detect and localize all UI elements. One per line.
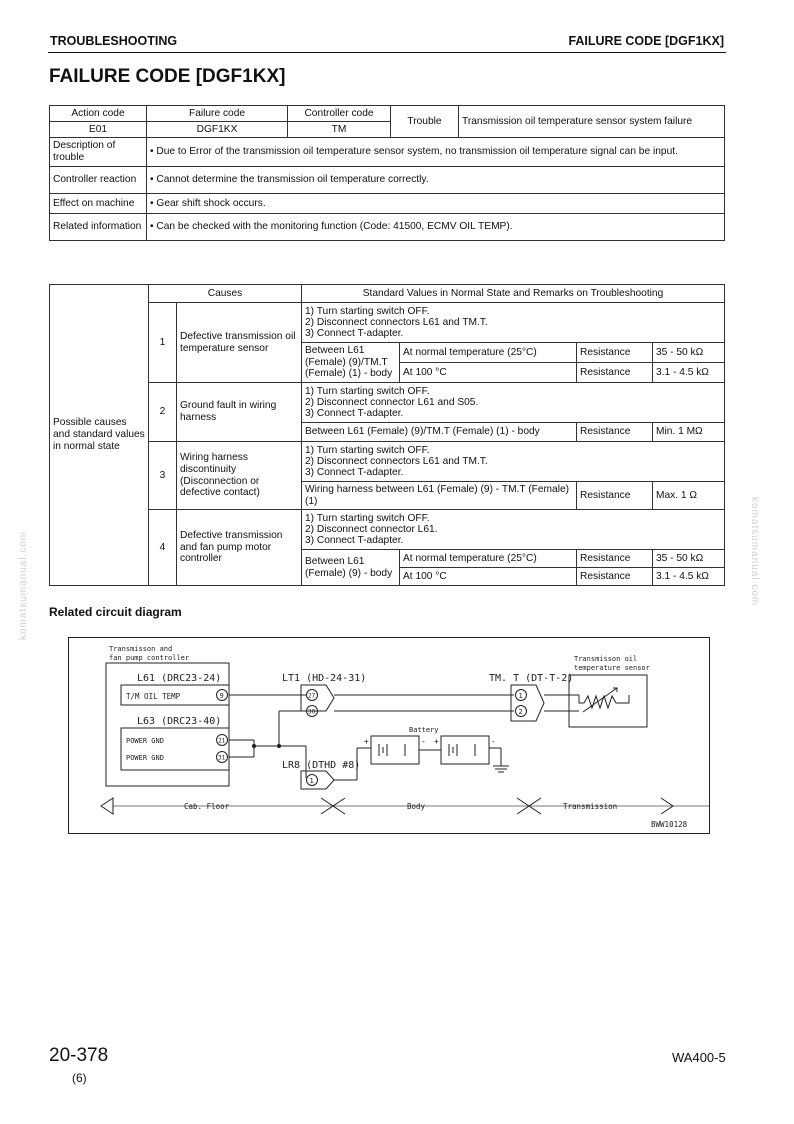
description-value: • Due to Error of the transmission oil temperature sensor system, no transmission oil temperature signal can be input. — [147, 138, 725, 167]
step: 3) Connect T-adapter. — [305, 535, 404, 547]
measure-value: 3.1 - 4.5 kΩ — [653, 568, 725, 586]
step: 3) Connect T-adapter. — [305, 467, 404, 479]
measure-value: 35 - 50 kΩ — [653, 550, 725, 568]
failure-code-label: Failure code — [147, 106, 288, 122]
running-header-left: TROUBLESHOOTING — [50, 34, 178, 48]
battery-cell-2 — [441, 736, 489, 764]
sensor-box — [569, 675, 647, 727]
cause-steps — [302, 442, 725, 482]
pin-1: 1 — [518, 692, 523, 700]
step: 3) Connect T-adapter. — [305, 408, 404, 420]
pin-2: 2 — [518, 708, 523, 716]
controller-code-label: Controller code — [288, 106, 391, 122]
step: 1) Turn starting switch OFF. — [305, 305, 430, 317]
action-code-value: E01 — [50, 122, 147, 138]
cause-name: Ground fault in wiring harness — [177, 383, 302, 442]
measure-between: Wiring harness between L61 (Female) (9) - TM.T (Female) (1) — [302, 482, 577, 510]
measure-item: Resistance — [577, 343, 653, 363]
power-gnd-1: POWER GND — [126, 737, 164, 745]
pin-21: 21 — [218, 737, 226, 745]
pin-1-lr8: 1 — [309, 777, 314, 785]
measure-between: Between L61 (Female) (9) - body — [302, 550, 400, 586]
step: 2) Disconnect connectors L61 and TM.T. — [305, 316, 488, 328]
related-info-value: • Can be checked with the monitoring function (Code: 41500, ECMV OIL TEMP). — [147, 214, 725, 241]
power-gnd-2: POWER GND — [126, 754, 164, 762]
model-code: WA400-5 — [672, 1050, 726, 1065]
controller-title-1: Transmisson and — [109, 645, 173, 653]
causes-col-header: Causes — [149, 285, 302, 303]
diagram-code: BWW10128 — [651, 820, 688, 829]
controller-title-2: fan pump controller — [109, 654, 190, 662]
pin-27: 27 — [308, 692, 316, 700]
trouble-label: Trouble — [391, 106, 459, 138]
measure-condition: At 100 °C — [400, 363, 577, 383]
causes-table — [49, 284, 725, 586]
circuit-svg — [69, 638, 709, 833]
battery-minus-icon: - — [491, 737, 496, 746]
watermark-right: komatsumanual.com — [749, 497, 760, 607]
tmt-connector — [511, 685, 544, 721]
cause-name: Defective transmission oil temperature sensor — [177, 303, 302, 383]
related-circuit-heading: Related circuit diagram — [49, 605, 182, 619]
running-header-right: FAILURE CODE [DGF1KX] — [568, 34, 724, 48]
pin-31: 31 — [218, 754, 226, 762]
battery-plus-icon: + — [434, 737, 439, 746]
cause-steps — [302, 510, 725, 550]
measure-between: Between L61 (Female) (9)/TM.T (Female) (1) - body — [302, 423, 577, 442]
controller-reaction-value: • Cannot determine the transmission oil temperature correctly. — [147, 167, 725, 194]
causes-side-label: Possible causes and standard values in normal state — [50, 285, 149, 586]
tm-oil-temp-label: T/M OIL TEMP — [126, 692, 181, 701]
step: 2) Disconnect connector L61 and S05. — [305, 396, 479, 408]
battery-cell-1 — [371, 736, 419, 764]
cause-steps — [302, 383, 725, 423]
cause-name: Wiring harness discontinuity (Disconnection or defective contact) — [177, 442, 302, 510]
header-rule — [48, 52, 726, 53]
effect-label: Effect on machine — [50, 194, 147, 214]
cause-name: Defective transmission and fan pump motor controller — [177, 510, 302, 586]
related-info-label: Related information — [50, 214, 147, 241]
sensor-title-2: temperature sensor — [574, 664, 650, 672]
measure-value: Min. 1 MΩ — [653, 423, 725, 442]
cause-number: 3 — [149, 442, 177, 510]
controller-code-value: TM — [288, 122, 391, 138]
measure-condition: At normal temperature (25°C) — [400, 550, 577, 568]
page-number: 20-378 — [49, 1045, 109, 1066]
measure-condition: At normal temperature (25°C) — [400, 343, 577, 363]
battery-plus-icon: + — [364, 737, 369, 746]
zone-arrow-left-icon — [101, 798, 113, 814]
junction-dot — [277, 744, 280, 747]
trouble-value: Transmission oil temperature sensor system failure — [459, 106, 725, 138]
failure-info-table — [49, 105, 725, 241]
sensor-title-1: Transmisson oil — [574, 655, 638, 663]
junction-dot — [252, 744, 255, 747]
pin-30: 30 — [308, 708, 316, 716]
battery-label: Battery — [409, 726, 439, 734]
tmt-connector-label: TM. T (DT-T-2) — [489, 673, 574, 684]
zone-body-label: Body — [407, 802, 426, 811]
failure-code-value: DGF1KX — [147, 122, 288, 138]
step: 1) Turn starting switch OFF. — [305, 385, 430, 397]
measure-value: 35 - 50 kΩ — [653, 343, 725, 363]
step: 3) Connect T-adapter. — [305, 328, 404, 340]
step: 1) Turn starting switch OFF. — [305, 512, 430, 524]
cause-steps — [302, 303, 725, 343]
l61-connector-label: L61 (DRC23-24) — [137, 673, 222, 684]
description-label: Description of trouble — [50, 138, 147, 167]
action-code-label: Action code — [50, 106, 147, 122]
lt1-connector — [301, 685, 334, 711]
controller-reaction-label: Controller reaction — [50, 167, 147, 194]
measure-item: Resistance — [577, 363, 653, 383]
pin-9: 9 — [219, 692, 224, 700]
page-revision: (6) — [72, 1071, 87, 1085]
lt1-connector-label: LT1 (HD-24-31) — [282, 673, 367, 684]
battery-minus-icon: - — [421, 737, 426, 746]
measure-item: Resistance — [577, 568, 653, 586]
measure-item: Resistance — [577, 482, 653, 510]
step: 2) Disconnect connector L61. — [305, 523, 438, 535]
measure-value: 3.1 - 4.5 kΩ — [653, 363, 725, 383]
watermark-left: komatsumanual.com — [18, 530, 29, 640]
cause-number: 1 — [149, 303, 177, 383]
l63-connector-label: L63 (DRC23-40) — [137, 716, 222, 727]
measure-value: Max. 1 Ω — [653, 482, 725, 510]
effect-value: • Gear shift shock occurs. — [147, 194, 725, 214]
cause-number: 2 — [149, 383, 177, 442]
standard-col-header: Standard Values in Normal State and Remarks on Troubleshooting — [302, 285, 725, 303]
step: 1) Turn starting switch OFF. — [305, 444, 430, 456]
lr8-connector-label: LR8 (DTHD #8) — [282, 760, 361, 771]
measure-item: Resistance — [577, 423, 653, 442]
measure-between: Between L61 (Female) (9)/TM.T (Female) (1) - body — [302, 343, 400, 383]
zone-cab-label: Cab. Floor — [184, 802, 230, 811]
step: 2) Disconnect connectors L61 and TM.T. — [305, 455, 488, 467]
l63-connector — [121, 728, 229, 770]
measure-item: Resistance — [577, 550, 653, 568]
zone-transmission-label: Transmission — [563, 802, 618, 811]
page-title: FAILURE CODE [DGF1KX] — [49, 66, 286, 87]
cause-number: 4 — [149, 510, 177, 586]
measure-condition: At 100 °C — [400, 568, 577, 586]
ground-icon — [493, 766, 509, 772]
circuit-diagram — [68, 637, 710, 834]
